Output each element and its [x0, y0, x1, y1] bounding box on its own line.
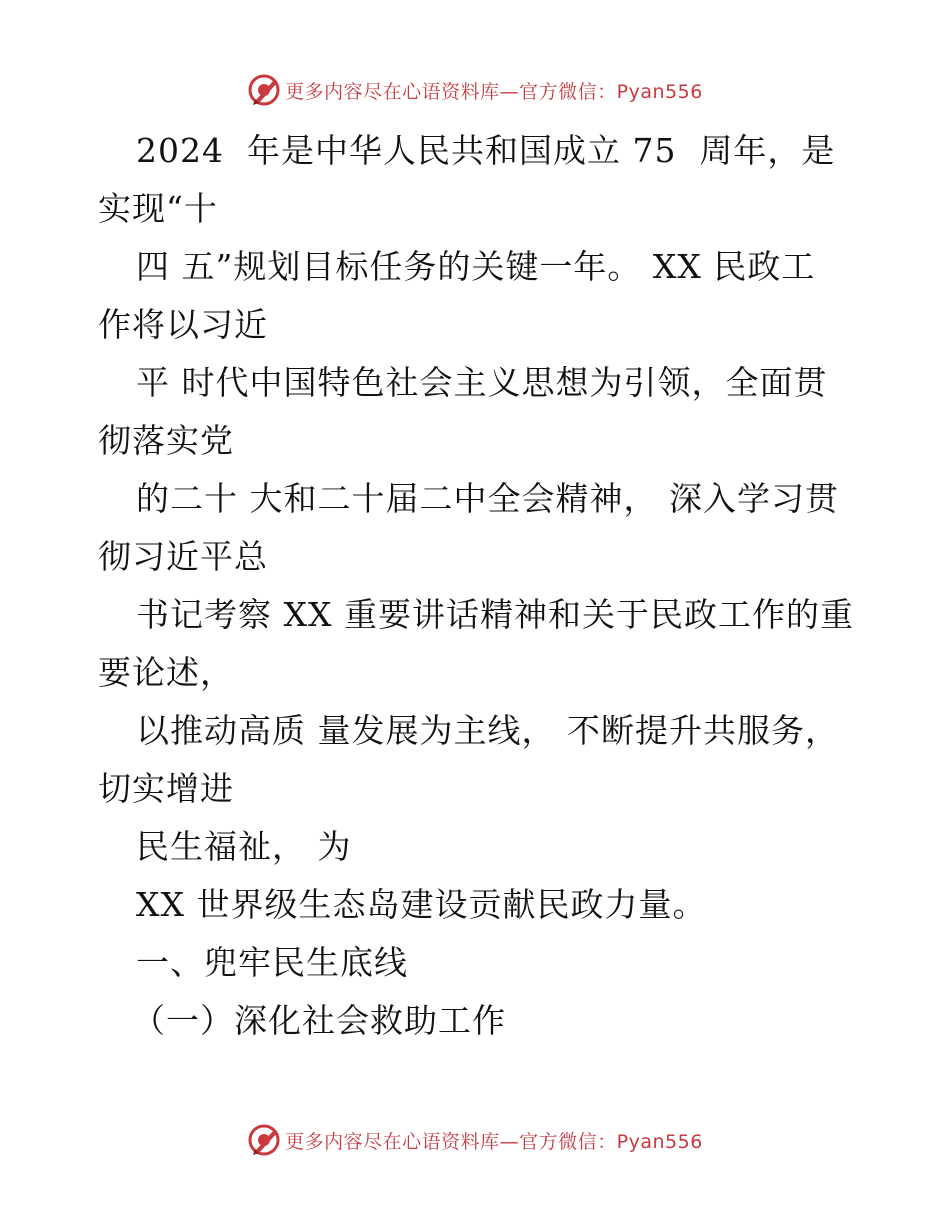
paragraph-line: 的二十 大和二十届二中全会精神， 深入学习贯 [136, 479, 839, 518]
watermark-text: 更多内容尽在心语资料库—官方微信：Pyan556 [285, 1130, 703, 1153]
section-heading: 一、兜牢民生底线 [136, 943, 408, 982]
paragraph-line: 实现“十 [98, 189, 218, 228]
paragraph-line: 书记考察 XX 重要讲话精神和关于民政工作的重 [136, 595, 854, 634]
paragraph-line: 彻习近平总 [98, 537, 268, 576]
paragraph-line: 2024 年是中华人民共和国成立 75 周年，是 [136, 131, 836, 170]
paragraph-line: 要论述， [98, 653, 234, 692]
header-watermark [0, 70, 950, 110]
paragraph-line: XX 世界级生态岛建设贡献民政力量。 [136, 885, 707, 924]
paragraph-line: 彻落实党 [98, 421, 234, 460]
paragraph-line: 四 五”规划目标任务的关键一年。 XX 民政工 [136, 247, 816, 286]
paragraph-line: 作将以习近 [98, 305, 268, 344]
paragraph-line: 以推动高质 量发展为主线， 不断提升共服务， [136, 711, 839, 750]
paragraph-line: 切实增进 [98, 769, 234, 808]
subsection-heading: （一）深化社会救助工作 [132, 1001, 506, 1040]
paragraph-line: 平 时代中国特色社会主义思想为引领，全面贯 [136, 363, 828, 402]
pen-logo-icon [247, 73, 281, 107]
footer-watermark [0, 1120, 950, 1160]
document-body [98, 122, 858, 1050]
pen-logo-icon [247, 1123, 281, 1157]
paragraph-line: 民生福祉， 为 [136, 827, 352, 866]
watermark-text: 更多内容尽在心语资料库—官方微信：Pyan556 [285, 80, 703, 103]
